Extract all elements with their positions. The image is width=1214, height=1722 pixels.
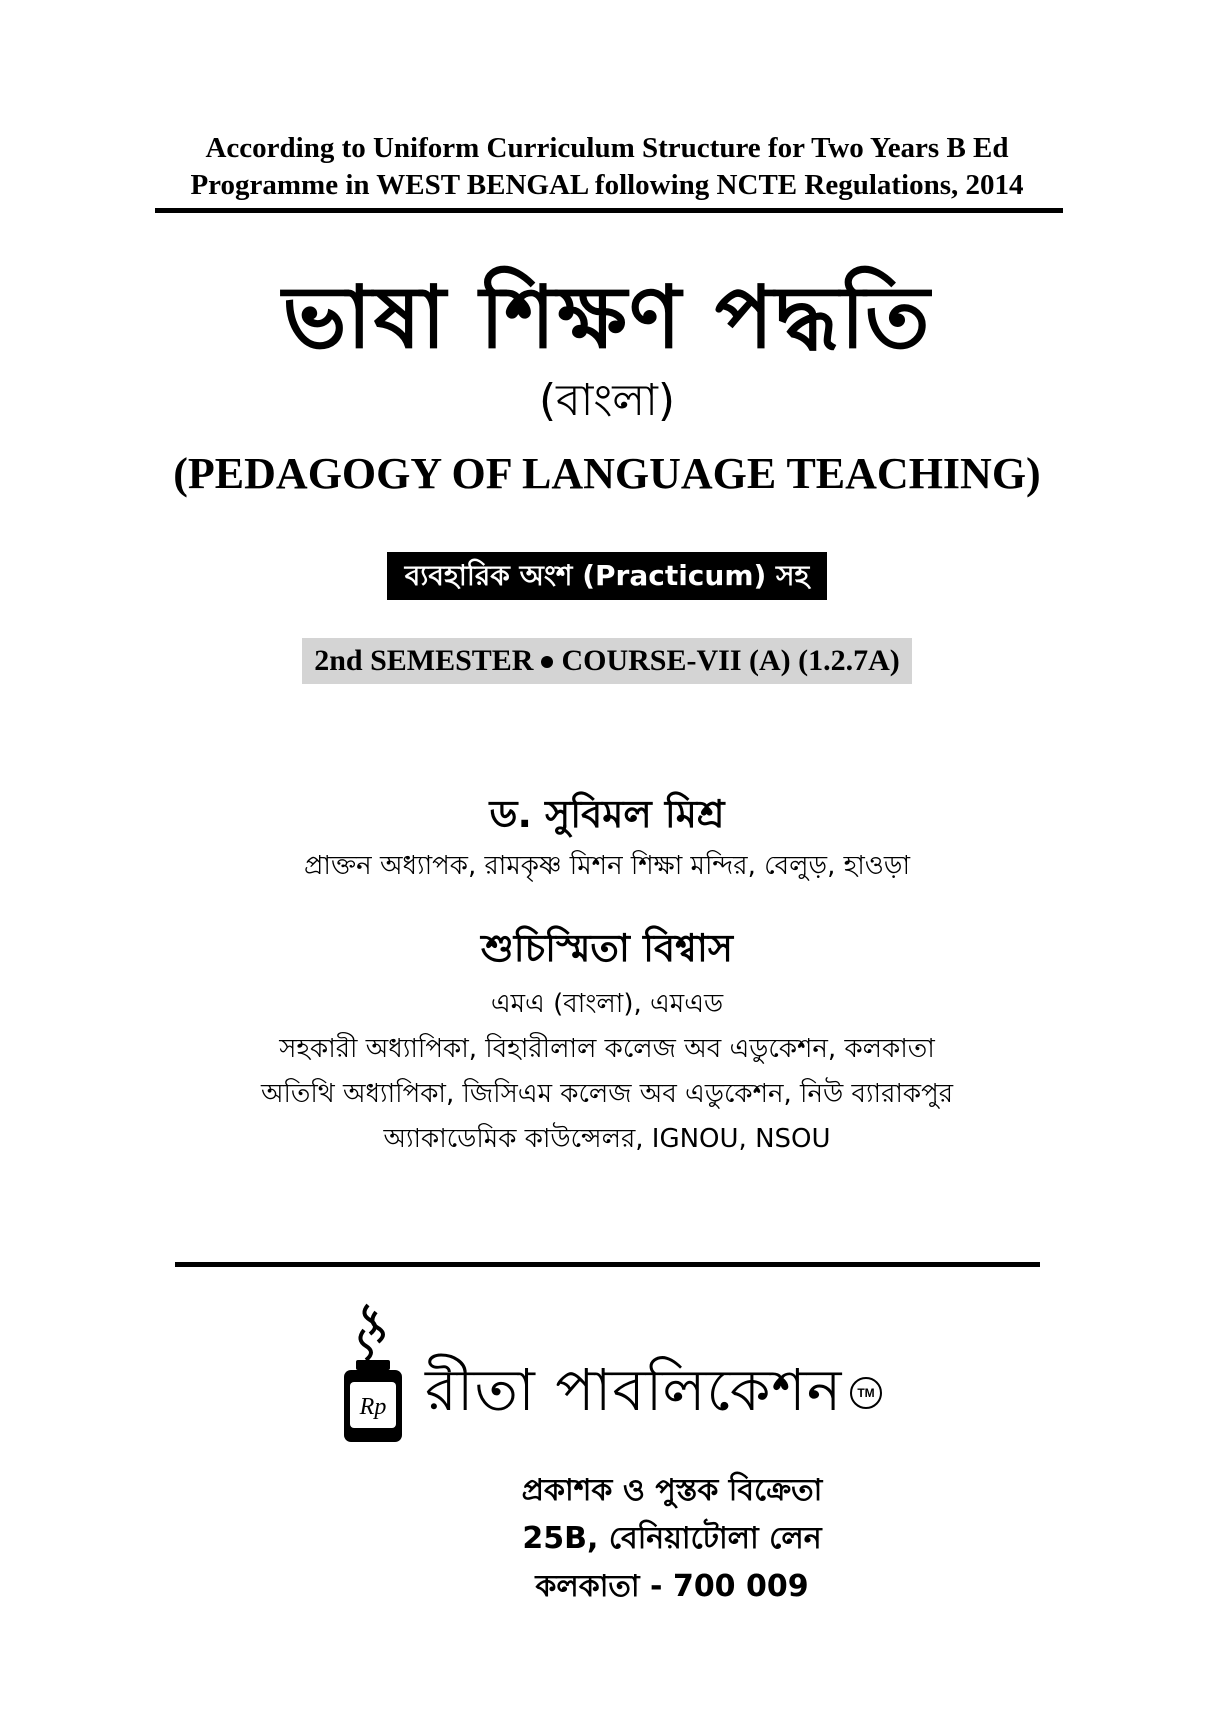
top-divider <box>155 208 1063 213</box>
author-2-name: শুচিস্মিতা বিশ্বাস <box>480 926 733 970</box>
author-1-affiliation: প্রাক্তন অধ্যাপক, রামকৃষ্ণ মিশন শিক্ষা মন্দির, বেলুড়, হাওড়া <box>303 851 911 881</box>
regulation-line-1: According to Uniform Curriculum Structure for Two Years B Ed <box>205 132 1009 164</box>
book-subtitle-bengali: (বাংলা) <box>538 375 676 426</box>
semester-badge <box>302 638 912 684</box>
publisher-logo-icon <box>338 1300 408 1445</box>
author-2-affiliation-2: অতিথি অধ্যাপিকা, জিসিএম কলেজ অব এডুকেশন, নিউ ব্যারাকপুর <box>260 1079 954 1109</box>
publisher-name: রীতা পাবলিকেশন <box>425 1356 843 1424</box>
practicum-badge-wrap <box>0 552 1214 600</box>
book-title-bengali: ভাষা শিক্ষণ পদ্ধতি <box>282 268 932 368</box>
author-2-degree: এমএ (বাংলা), এমএড <box>490 989 724 1019</box>
regulation-line-2: Programme in WEST BENGAL following NCTE Regulations, 2014 <box>190 169 1024 201</box>
course-label: COURSE-VII (A) (1.2.7A) <box>561 644 900 677</box>
trademark-mark: TM <box>850 1377 882 1409</box>
publisher-role: প্রকাশক ও পুস্তক বিক্রেতা <box>521 1473 823 1508</box>
bullet-icon <box>541 656 553 668</box>
author-2-affiliation-3: অ্যাকাডেমিক কাউন্সেলর, IGNOU, NSOU <box>383 1124 831 1154</box>
author-2-affiliation-1: সহকারী অধ্যাপিকা, বিহারীলাল কলেজ অব এডুকেশন, কলকাতা <box>279 1034 935 1064</box>
semester-label: 2nd SEMESTER <box>314 644 534 677</box>
bottom-divider <box>175 1262 1040 1267</box>
semester-badge-wrap <box>0 638 1214 684</box>
regulation-notice <box>0 130 1214 204</box>
book-title-english: (PEDAGOGY OF LANGUAGE TEACHING) <box>173 449 1041 498</box>
publisher-address-2: কলকাতা - 700 009 <box>535 1569 809 1604</box>
publisher-address-1: 25B, বেনিয়াটোলা লেন <box>522 1521 822 1556</box>
practicum-badge: ব্যবহারিক অংশ (Practicum) সহ <box>387 552 828 600</box>
logo-monogram: Rp <box>359 1394 387 1420</box>
author-1-name: ড. সুবিমল মিশ্র <box>489 792 725 836</box>
